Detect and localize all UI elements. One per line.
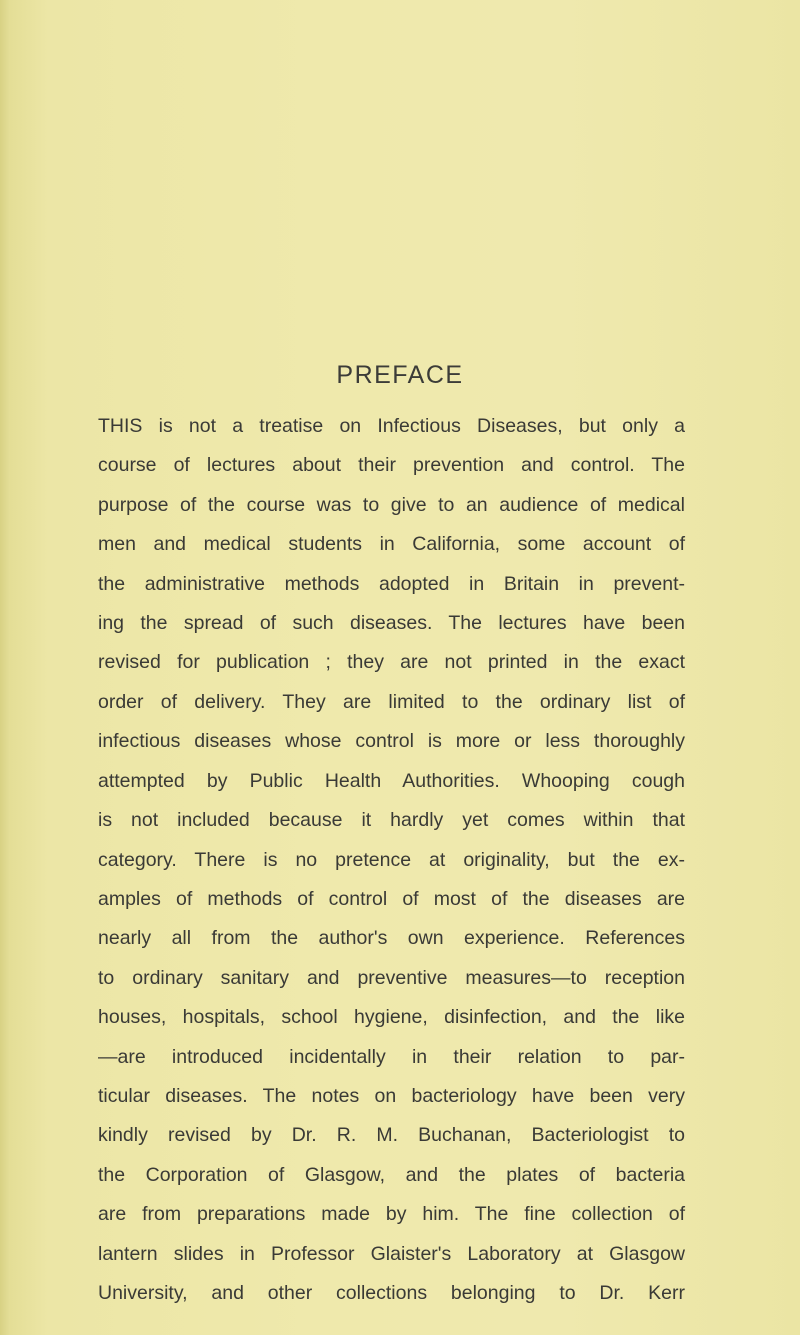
text-line: order of delivery. They are limited to the ordinary list of <box>98 691 685 713</box>
text-line: to ordinary sanitary and preventive measures—to reception <box>98 967 685 989</box>
text-line: amples of methods of control of most of the diseases are <box>98 888 685 910</box>
text-line: purpose of the course was to give to an audience of medical <box>98 494 685 516</box>
text-line: THIS is not a treatise on Infectious Diseases, but only a <box>98 415 685 437</box>
text-line: is not included because it hardly yet comes within that <box>98 809 685 831</box>
text-line: the Corporation of Glasgow, and the plates of bacteria <box>98 1164 685 1186</box>
text-line: infectious diseases whose control is more or less thoroughly <box>98 730 685 752</box>
text-line: lantern slides in Professor Glaister's Laboratory at Glasgow <box>98 1243 685 1265</box>
text-line: attempted by Public Health Authorities. Whooping cough <box>98 770 685 792</box>
text-line: University, and other collections belonging to Dr. Kerr <box>98 1282 685 1304</box>
text-line: nearly all from the author's own experience. References <box>98 927 685 949</box>
page-heading: PREFACE <box>336 361 464 389</box>
text-line: revised for publication ; they are not printed in the exact <box>98 651 685 673</box>
text-line: houses, hospitals, school hygiene, disinfection, and the like <box>98 1006 685 1028</box>
text-line: ing the spread of such diseases. The lectures have been <box>98 612 685 634</box>
text-line: course of lectures about their prevention and control. The <box>98 454 685 476</box>
text-line: men and medical students in California, some account of <box>98 533 685 555</box>
text-line: are from preparations made by him. The fine collection of <box>98 1203 685 1225</box>
text-line: kindly revised by Dr. R. M. Buchanan, Bacteriologist to <box>98 1124 685 1146</box>
text-line: the administrative methods adopted in Britain in prevent- <box>98 573 685 595</box>
text-line: ticular diseases. The notes on bacteriology have been very <box>98 1085 685 1107</box>
text-line: category. There is no pretence at originality, but the ex- <box>98 849 685 871</box>
text-line: —are introduced incidentally in their relation to par- <box>98 1046 685 1068</box>
